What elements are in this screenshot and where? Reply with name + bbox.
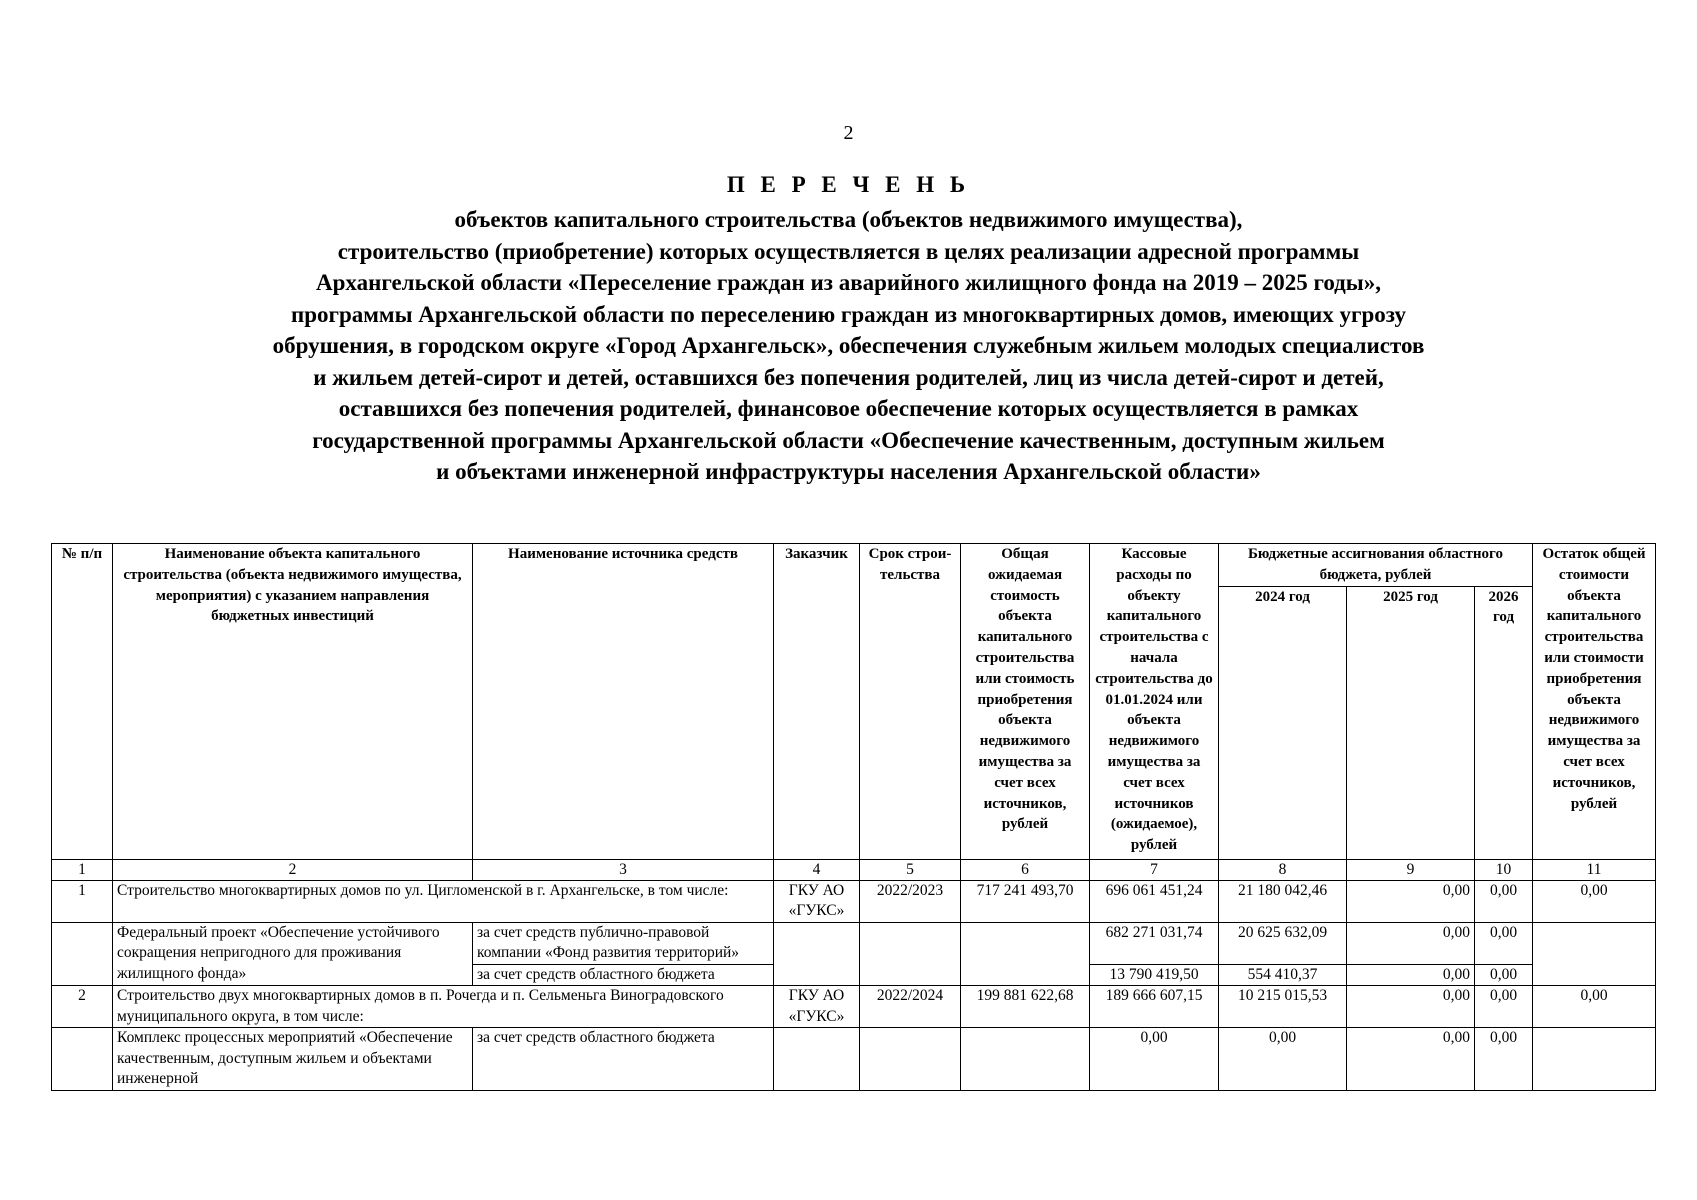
row-2025: 0,00 (1347, 986, 1475, 1028)
subtitle-line: строительство (приобретение) которых осуществляется в целях реализации адресной программы (337, 238, 1360, 264)
table-row (52, 880, 1656, 922)
header-name: Наименование объекта капитального строительства (объекта недвижимого имущества, мероприятия) с указанием направления бюджетных инвестиций (113, 544, 473, 860)
column-number: 2 (113, 859, 473, 880)
row-cash: 0,00 (1090, 1028, 1219, 1091)
row-customer: ГКУ АО «ГУКС» (774, 986, 860, 1028)
row-2025: 0,00 (1347, 1028, 1475, 1091)
row-2025: 0,00 (1347, 964, 1475, 986)
row-name: Строительство двух многоквартирных домов в п. Рочегда и п. Сельменьга Виноградовского муниципального округа, в том числе: (113, 986, 774, 1028)
objects-table (51, 543, 1656, 1091)
column-number: 9 (1347, 859, 1475, 880)
row-total: 717 241 493,70 (961, 880, 1090, 922)
table-row (52, 1028, 1656, 1091)
document-title: П Е Р Е Ч Е Н Ь (726, 172, 971, 197)
row-cash: 13 790 419,50 (1090, 964, 1219, 986)
subtitle-line: и жильем детей-сирот и детей, оставшихся без попечения родителей, лиц из числа детей-сирот и детей, (313, 364, 1384, 390)
column-number: 3 (473, 859, 774, 880)
table-row (52, 922, 1656, 964)
subtitle-line: и объектами инженерной инфраструктуры населения Архангельской области» (436, 459, 1261, 484)
header-num: № п/п (52, 544, 113, 860)
row-2024: 20 625 632,09 (1219, 922, 1347, 964)
row-2026: 0,00 (1475, 922, 1533, 964)
row-2024: 554 410,37 (1219, 964, 1347, 986)
column-number-row (52, 859, 1656, 880)
subtitle-line: государственной программы Архангельской области «Обеспечение качественным, доступным жильем (312, 427, 1385, 453)
column-number: 1 (52, 859, 113, 880)
column-number: 11 (1533, 859, 1656, 880)
header-cash: Кассовые расходы по объекту капитального строительства с начала строительства до 01.01.2024 или объекта недвижимого имущества за счет всех источников (ожидаемое), рублей (1090, 544, 1219, 860)
subtitle-line: объектов капитального строительства (объектов недвижимого имущества), (454, 207, 1243, 232)
header-total: Общая ожидаемая стоимость объекта капитального строительства или стоимость приобретения объекта недвижимого имущества за счет всех источников, рублей (961, 544, 1090, 860)
row-2024: 10 215 015,53 (1219, 986, 1347, 1028)
column-number: 4 (774, 859, 860, 880)
row-name: Федеральный проект «Обеспечение устойчивого сокращения непригодного для проживания жилищного фонда» (113, 922, 473, 986)
row-rest: 0,00 (1533, 986, 1656, 1028)
row-term: 2022/2023 (860, 880, 961, 922)
row-name: Комплекс процессных мероприятий «Обеспечение качественным, доступным жильем и объектами инженерной (113, 1028, 473, 1091)
header-rest: Остаток общей стоимости объекта капитального строительства или стоимости приобретения объекта недвижимого имущества за счет всех источников, рублей (1533, 544, 1656, 860)
row-num: 1 (52, 880, 113, 922)
header-budget: Бюджетные ассигнования областного бюджета, рублей (1219, 544, 1533, 587)
header-customer: Заказчик (774, 544, 860, 860)
row-2026: 0,00 (1475, 880, 1533, 922)
document-subtitle (100, 204, 1597, 488)
header-term: Срок строи- тельства (860, 544, 961, 860)
column-number: 8 (1219, 859, 1347, 880)
row-2024: 21 180 042,46 (1219, 880, 1347, 922)
row-cash: 682 271 031,74 (1090, 922, 1219, 964)
row-source: за счет средств публично-правовой компании «Фонд развития территорий» (473, 922, 774, 964)
column-number: 10 (1475, 859, 1533, 880)
row-2024: 0,00 (1219, 1028, 1347, 1091)
row-2025: 0,00 (1347, 880, 1475, 922)
column-number: 7 (1090, 859, 1219, 880)
header-source: Наименование источника средств (473, 544, 774, 860)
row-customer: ГКУ АО «ГУКС» (774, 880, 860, 922)
row-2026: 0,00 (1475, 986, 1533, 1028)
header-row (52, 544, 1656, 587)
row-source: за счет средств областного бюджета (473, 964, 774, 986)
row-term: 2022/2024 (860, 986, 961, 1028)
row-total: 199 881 622,68 (961, 986, 1090, 1028)
column-number: 6 (961, 859, 1090, 880)
header-2025: 2025 год (1347, 586, 1475, 859)
subtitle-line: Архангельской области «Переселение граждан из аварийного жилищного фонда на 2019 – 2025 годы», (315, 270, 1382, 295)
row-2026: 0,00 (1475, 964, 1533, 986)
row-rest: 0,00 (1533, 880, 1656, 922)
page-number: 2 (843, 122, 854, 144)
row-num: 2 (52, 986, 113, 1028)
subtitle-line: программы Архангельской области по переселению граждан из многоквартирных домов, имеющих угрозу (290, 301, 1407, 327)
row-2025: 0,00 (1347, 922, 1475, 964)
row-2026: 0,00 (1475, 1028, 1533, 1091)
column-number: 5 (860, 859, 961, 880)
row-cash: 696 061 451,24 (1090, 880, 1219, 922)
header-2026: 2026 год (1475, 586, 1533, 859)
header-2024: 2024 год (1219, 586, 1347, 859)
table-row (52, 986, 1656, 1028)
row-name: Строительство многоквартирных домов по ул. Цигломенской в г. Архангельске, в том числе: (113, 880, 774, 922)
row-source: за счет средств областного бюджета (473, 1028, 774, 1091)
row-cash: 189 666 607,15 (1090, 986, 1219, 1028)
subtitle-line: обрушения, в городском округе «Город Архангельск», обеспечения служебным жильем молодых специалистов (272, 333, 1425, 358)
subtitle-line: оставшихся без попечения родителей, финансовое обеспечение которых осуществляется в рамках (338, 396, 1359, 421)
